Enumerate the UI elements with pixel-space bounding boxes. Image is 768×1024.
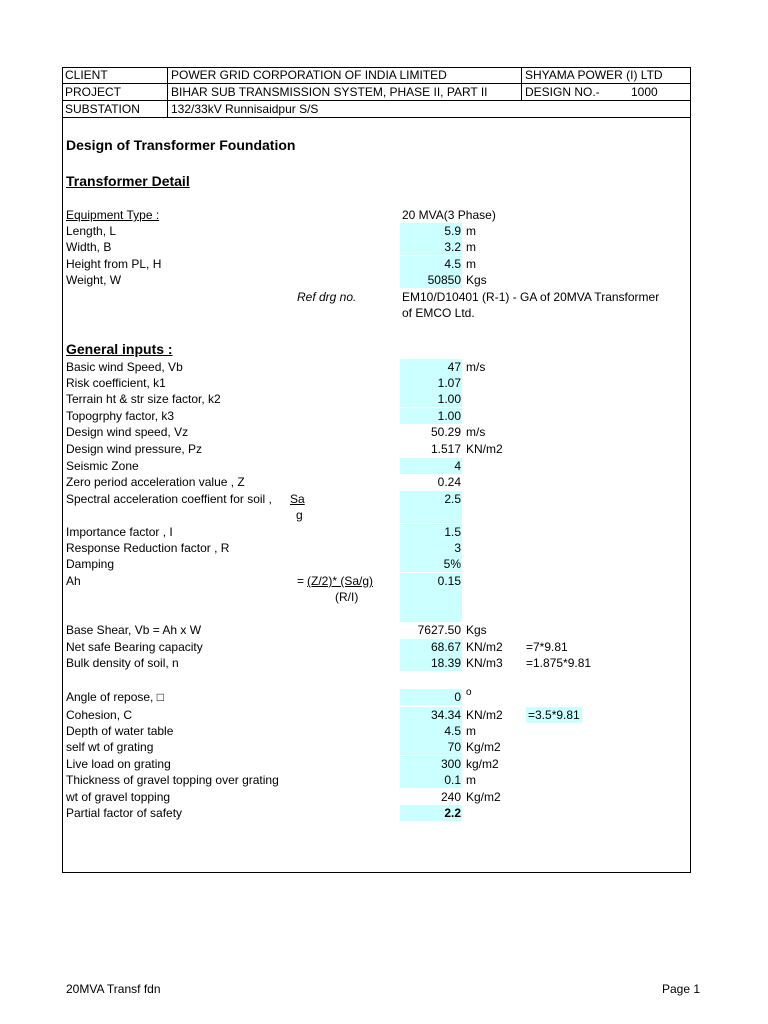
spectral-g: g	[296, 508, 303, 522]
contractor-name: SHYAMA POWER (I) LTD	[525, 68, 663, 82]
project-value: BIHAR SUB TRANSMISSION SYSTEM, PHASE II, PART II	[171, 85, 488, 99]
ah-formula-denominator: (R/I)	[335, 590, 359, 604]
live-load-value: 300	[400, 756, 462, 772]
zero-period-value: 0.24	[437, 475, 461, 489]
weight-value: 50850	[400, 272, 462, 288]
design-wind-pressure-label: Design wind pressure, Pz	[66, 442, 203, 456]
client-value: POWER GRID CORPORATION OF INDIA LIMITED	[171, 68, 447, 82]
live-load-unit: kg/m2	[466, 757, 499, 771]
grating-weight-unit: Kg/m2	[466, 740, 501, 754]
ref-drawing-value-line1: EM10/D10401 (R-1) - GA of 20MVA Transformer	[402, 290, 660, 304]
topography-factor-label: Topogrphy factor, k3	[66, 409, 175, 423]
weight-unit: Kgs	[466, 273, 487, 287]
grating-weight-value: 70	[400, 739, 462, 755]
design-no-label: DESIGN NO.-	[525, 85, 600, 99]
angle-repose-value: 0	[400, 689, 462, 705]
substation-value: 132/33kV Runnisaidpur S/S	[171, 102, 319, 116]
client-label: CLIENT	[65, 68, 108, 82]
water-table-label: Depth of water table	[66, 724, 174, 738]
transformer-heading: Transformer Detail	[66, 173, 190, 189]
weight-label: Weight, W	[66, 273, 122, 287]
spectral-label: Spectral acceleration coeffient for soil ,	[66, 492, 272, 506]
equipment-value: 20 MVA(3 Phase)	[402, 208, 496, 222]
width-value: 3.2	[400, 239, 462, 255]
design-wind-speed-label: Design wind speed, Vz	[66, 425, 189, 439]
wind-speed-value: 47	[400, 359, 462, 375]
ah-formula-equals: =	[297, 574, 305, 588]
header-row-client	[62, 67, 691, 84]
height-unit: m	[466, 257, 476, 271]
substation-label: SUBSTATION	[65, 102, 140, 116]
bearing-capacity-value: 68.67	[400, 639, 462, 655]
ref-drawing-label: Ref drg no.	[297, 290, 357, 304]
seismic-zone-label: Seismic Zone	[66, 459, 139, 473]
height-value: 4.5	[400, 256, 462, 272]
partial-factor-value: 2.2	[400, 805, 462, 821]
gravel-thickness-label: Thickness of gravel topping over grating	[66, 773, 279, 787]
base-shear-unit: Kgs	[466, 623, 487, 637]
design-no-value: 1000	[631, 85, 658, 99]
footer-sheet-name: 20MVA Transf fdn	[66, 982, 161, 996]
cohesion-formula: =3.5*9.81	[526, 707, 582, 723]
bearing-capacity-formula: =7*9.81	[526, 640, 568, 654]
general-inputs-heading: General inputs :	[66, 341, 173, 357]
importance-factor-label: Importance factor , I	[66, 525, 173, 539]
width-unit: m	[466, 240, 476, 254]
ah-label: Ah	[66, 574, 81, 588]
ref-drawing-value-line2: of EMCO Ltd.	[402, 306, 475, 320]
equipment-label: Equipment Type :	[66, 208, 160, 222]
header-row-substation	[62, 101, 691, 118]
gravel-weight-label: wt of gravel topping	[66, 790, 171, 804]
design-wind-pressure-value: 1.517	[430, 442, 461, 456]
length-unit: m	[466, 224, 476, 238]
terrain-factor-value: 1.00	[400, 391, 462, 407]
header-divider	[167, 67, 168, 118]
terrain-factor-label: Terrain ht & str size factor, k2	[66, 392, 221, 406]
header-row-project	[62, 84, 691, 101]
water-table-value: 4.5	[400, 723, 462, 739]
bearing-capacity-label: Net safe Bearing capacity	[66, 640, 203, 654]
damping-label: Damping	[66, 557, 115, 571]
base-shear-label: Base Shear, Vb = Ah x W	[66, 623, 202, 637]
topography-factor-value: 1.00	[400, 408, 462, 424]
footer-page-number: Page 1	[662, 982, 701, 996]
response-reduction-value: 3	[400, 540, 462, 556]
spectral-value: 2.5	[400, 491, 462, 523]
partial-factor-label: Partial factor of safety	[66, 806, 183, 820]
grating-weight-label: self wt of grating	[66, 740, 154, 754]
design-wind-pressure-unit: KN/m2	[466, 442, 503, 456]
risk-coefficient-label: Risk coefficient, k1	[66, 376, 166, 390]
document-title: Design of Transformer Foundation	[66, 137, 296, 153]
wind-speed-unit: m/s	[466, 360, 486, 374]
height-label: Height from PL, H	[66, 257, 162, 271]
base-shear-value: 7627.50	[417, 623, 461, 637]
bearing-capacity-unit: KN/m2	[466, 640, 503, 654]
gravel-weight-unit: Kg/m2	[466, 790, 501, 804]
ah-value: 0.15	[400, 573, 462, 589]
design-wind-speed-unit: m/s	[466, 425, 486, 439]
design-wind-speed-value: 50.29	[430, 425, 461, 439]
live-load-label: Live load on grating	[66, 757, 171, 771]
gravel-weight-value: 240	[440, 790, 461, 804]
cohesion-unit: KN/m2	[466, 708, 503, 722]
cohesion-label: Cohesion, C	[66, 708, 133, 722]
importance-factor-value: 1.5	[400, 524, 462, 540]
angle-repose-unit: o	[466, 687, 472, 698]
water-table-unit: m	[466, 724, 476, 738]
header-divider	[521, 67, 522, 101]
response-reduction-label: Response Reduction factor , R	[66, 541, 230, 555]
bulk-density-unit: KN/m3	[466, 656, 503, 670]
width-label: Width, B	[66, 240, 112, 254]
bulk-density-value: 18.39	[400, 655, 462, 671]
project-label: PROJECT	[65, 85, 122, 99]
seismic-zone-value: 4	[400, 458, 462, 474]
zero-period-label: Zero period acceleration value , Z	[66, 475, 245, 489]
cohesion-value: 34.34	[400, 707, 462, 723]
wind-speed-label: Basic wind Speed, Vb	[66, 360, 183, 374]
length-label: Length, L	[66, 224, 117, 238]
length-value: 5.9	[400, 223, 462, 239]
gravel-thickness-value: 0.1	[400, 772, 462, 788]
risk-coefficient-value: 1.07	[400, 375, 462, 391]
bulk-density-formula: =1.875*9.81	[526, 656, 592, 670]
damping-value: 5%	[400, 556, 462, 572]
spectral-sa: Sa	[290, 492, 305, 506]
ah-formula-numerator: (Z/2)* (Sa/g)	[307, 574, 374, 588]
gravel-thickness-unit: m	[466, 773, 476, 787]
bulk-density-label: Bulk density of soil, n	[66, 656, 179, 670]
angle-repose-label: Angle of repose, □	[66, 690, 164, 704]
ah-blank-cell	[400, 589, 462, 622]
